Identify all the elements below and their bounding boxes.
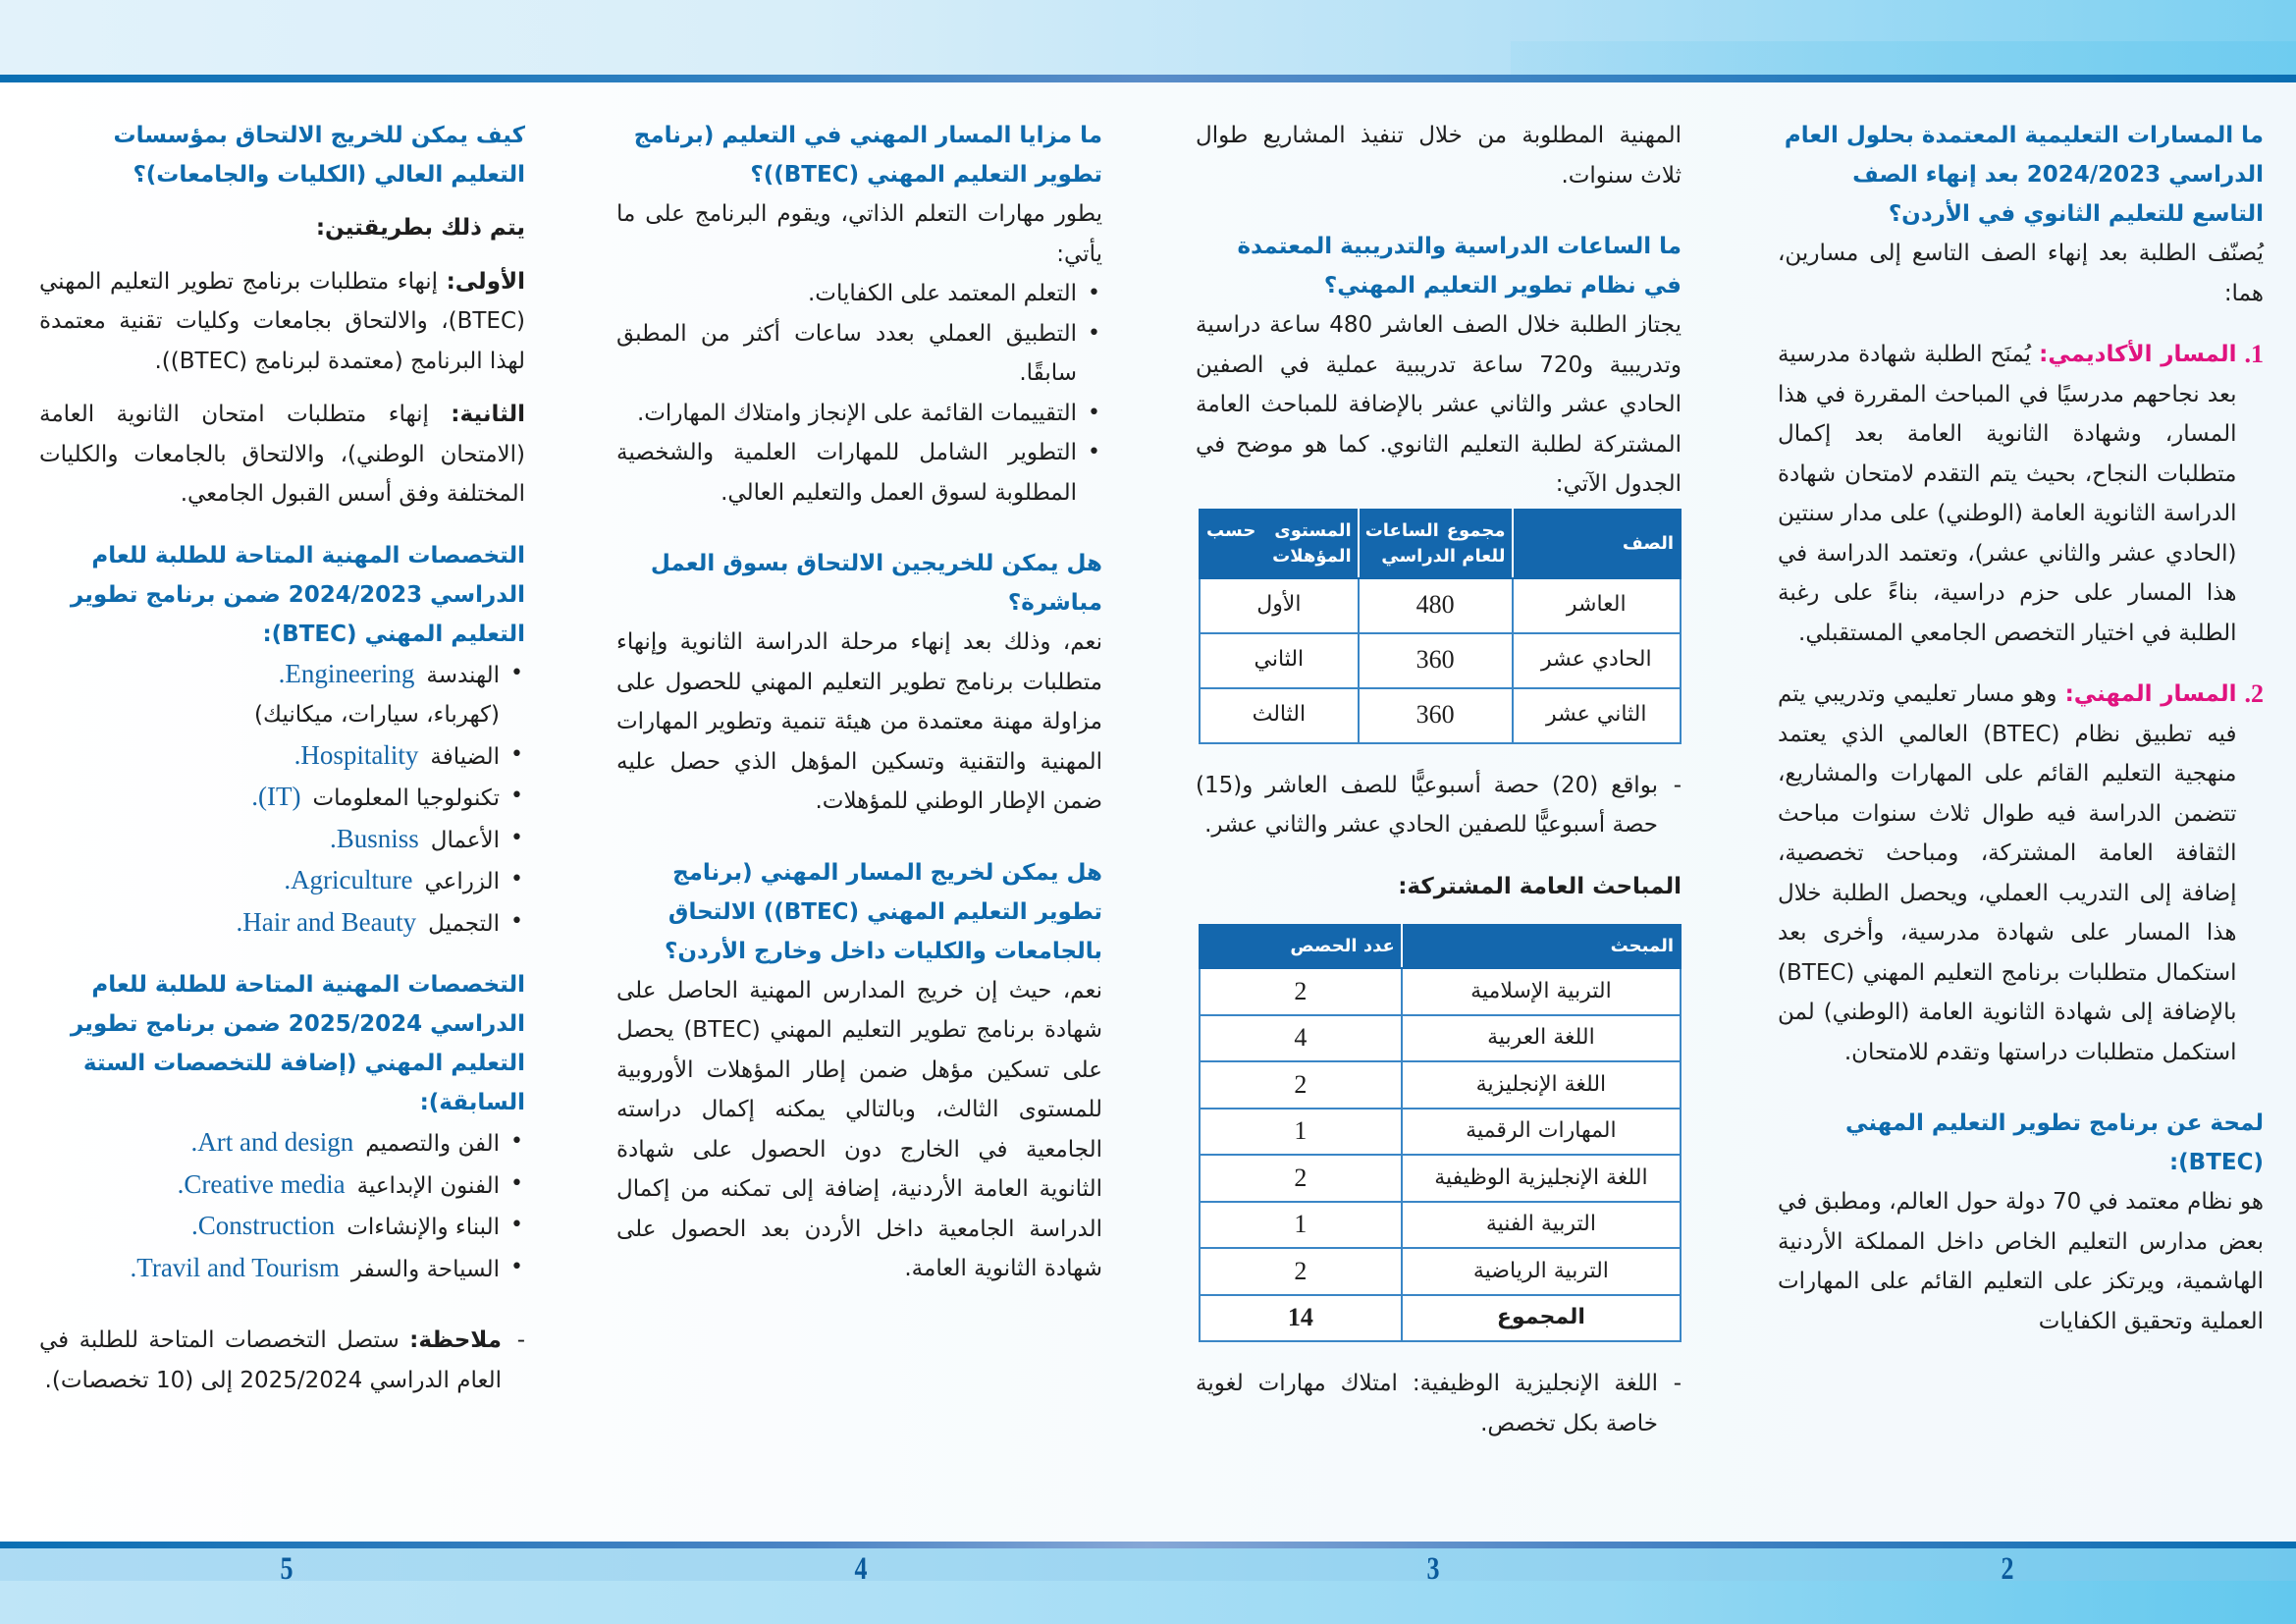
table-cell: 1 bbox=[1200, 1202, 1402, 1249]
table-cell: الأول bbox=[1200, 578, 1359, 633]
vocational-path-item bbox=[1778, 675, 2264, 1072]
btec-overview-text: هو نظام معتمد في 70 دولة حول العالم، ومطبق في بعض مدارس التعليم الخاص داخل المملكة الأردنية الهاشمية، ويرتكز على التعليم القائم على المهارات العملية وتحقيق الكفايات bbox=[1778, 1189, 2265, 1334]
vocational-path-number: 2. bbox=[2244, 679, 2264, 708]
spec-arabic: البناء والإنشاءات bbox=[347, 1215, 500, 1240]
advantages-intro: يطور مهارات التعلم الذاتي، ويقوم البرنامج على ما يأتي: bbox=[616, 201, 1102, 267]
two-ways-title: يتم ذلك بطريقتين: bbox=[315, 215, 525, 241]
table-row bbox=[1200, 1248, 1681, 1295]
table-cell: التربية الرياضية bbox=[1402, 1248, 1681, 1295]
spec-arabic: الفنون الإبداعية bbox=[356, 1172, 500, 1199]
table-row bbox=[1200, 578, 1681, 633]
spec-english: Agriculture. bbox=[284, 865, 413, 894]
footer-rule bbox=[0, 1542, 2296, 1548]
table-cell: التربية الفنية bbox=[1402, 1202, 1681, 1249]
table-cell: 4 bbox=[1200, 1015, 1402, 1062]
page-3-column bbox=[1196, 116, 1682, 1443]
spec-arabic: الهندسة bbox=[426, 662, 500, 688]
way-one-label: الأولى: bbox=[446, 268, 526, 295]
list-item bbox=[39, 1164, 525, 1207]
subjects-table-header-subject: المبحث bbox=[1402, 925, 1681, 968]
academic-path-label: المسار الأكاديمي: bbox=[2039, 342, 2237, 367]
heading-labor-market: هل يمكن للخريجين الالتحاق بسوق العمل مباشرة؟ bbox=[650, 551, 1102, 616]
spec-arabic: الأعمال bbox=[430, 827, 500, 853]
footer-band bbox=[0, 1548, 2296, 1624]
page-number-4: 4 bbox=[854, 1550, 868, 1587]
university-admission-answer: نعم، حيث إن خريج المدارس المهنية الحاصل على شهادة برنامج تطوير التعليم المهني (BTEC) يحصل على تسكين مؤهل ضمن إطار المؤهلات الأوروبية للمستوى الثالث، وبالتالي يمكنه إكمال دراسته الجامعية في الخارج دون الحصول على شهادة الثانوية العامة الأردنية، إضافة إلى تمكنه من إكمال الدراسة الجامعية داخل الأردن بعد الحصول على شهادة الثانوية العامة. bbox=[616, 977, 1102, 1281]
list-item bbox=[39, 860, 525, 902]
table-row bbox=[1200, 968, 1681, 1015]
spec-english: Hair and Beauty. bbox=[236, 906, 417, 937]
table-row bbox=[1200, 1061, 1681, 1109]
table-cell: المهارات الرقمية bbox=[1402, 1109, 1681, 1156]
page-number-2: 2 bbox=[2001, 1550, 2014, 1587]
table-cell: 2 bbox=[1200, 1155, 1402, 1202]
spec-arabic: الفن والتصميم bbox=[365, 1131, 500, 1157]
heading-education-paths: ما المسارات التعليمية المعتمدة بحلول العام الدراسي 2024/2023 بعد إنهاء الصف التاسع للتعليم الثانوي في الأردن؟ bbox=[1784, 123, 2264, 227]
spec-english: (IT). bbox=[251, 782, 301, 811]
table-cell: التربية الإسلامية bbox=[1402, 968, 1681, 1015]
spec-english: Creative media. bbox=[177, 1168, 346, 1199]
spec-english: Busniss. bbox=[329, 823, 419, 853]
table-cell: 2 bbox=[1200, 1061, 1402, 1109]
table-total-row bbox=[1200, 1295, 1681, 1342]
spec-arabic: السياحة والسفر bbox=[350, 1256, 500, 1282]
page-4-column bbox=[616, 116, 1102, 1289]
subjects-table bbox=[1199, 924, 1682, 1342]
subjects-table-header-periods: عدد الحصص bbox=[1200, 925, 1402, 968]
spec-english: Engineering. bbox=[278, 658, 415, 688]
table-row bbox=[1200, 1202, 1681, 1249]
page-number-3: 3 bbox=[1426, 1550, 1440, 1587]
academic-path-item bbox=[1778, 335, 2264, 653]
spec-subfields: (كهرباء، سيارات، ميكانيك) bbox=[254, 702, 500, 728]
heading-specializations-2024: التخصصات المهنية المتاحة للطلبة للعام الدراسي 2025/2024 ضمن برنامج تطوير التعليم المهني (إضافة للتخصصات الستة السابقة): bbox=[70, 972, 525, 1115]
hours-table-header-grade: الصف bbox=[1513, 510, 1682, 578]
note-text: ستصل التخصصات المتاحة للطلبة في العام الدراسي 2025/2024 إلى (10 تخصصات). bbox=[39, 1327, 502, 1393]
table-cell: 1 bbox=[1200, 1109, 1402, 1156]
btec-overview-continuation: المهنية المطلوبة من خلال تنفيذ المشاريع طوال ثلاث سنوات. bbox=[1196, 123, 1682, 189]
table-cell: 360 bbox=[1359, 633, 1513, 688]
weekly-periods-note: - بواقع (20) حصة أسبوعيًّا للصف العاشر و(15) حصة أسبوعيًّا للصفين الحادي عشر والثاني عشر. bbox=[1196, 766, 1682, 845]
advantages-list bbox=[616, 274, 1102, 513]
hours-table-header-hours: مجموع الساعات للعام الدراسي bbox=[1359, 510, 1513, 578]
heading-specializations-2023: التخصصات المهنية المتاحة للطلبة للعام الدراسي 2024/2023 ضمن برنامج تطوير التعليم المهني (BTEC): bbox=[70, 542, 525, 647]
list-item: • التقييمات القائمة على الإنجاز وامتلاك المهارات. bbox=[616, 394, 1102, 434]
table-cell: الحادي عشر bbox=[1513, 633, 1682, 688]
page-2-column bbox=[1778, 116, 2264, 1341]
specializations-2024-list bbox=[39, 1122, 525, 1289]
header-band bbox=[0, 0, 2296, 75]
page-number-5: 5 bbox=[280, 1550, 294, 1587]
spec-arabic: تكنولوجيا المعلومات bbox=[312, 785, 500, 811]
specializations-note bbox=[39, 1321, 525, 1400]
way-two-label: الثانية: bbox=[451, 402, 526, 427]
list-item: • التطبيق العملي بعدد ساعات أكثر من المطبق سابقًا. bbox=[616, 314, 1102, 394]
spec-english: Hospitality. bbox=[294, 739, 419, 770]
list-item bbox=[39, 735, 525, 778]
table-row bbox=[1200, 688, 1681, 743]
spec-arabic: التجميل bbox=[428, 910, 500, 937]
vocational-path-text: وهو مسار تعليمي وتدريبي يتم فيه تطبيق نظام (BTEC) العالمي الذي يعتمد منهجية التعليم القائم على المهارات والمشاريع، تتضمن الدراسة فيه طوال ثلاث سنوات مباحث الثقافة العامة المشتركة، ومباحث تخصصية، إضافة إلى التدريب العملي، ويحصل الطلبة خلال هذا المسار على شهادة مدرسية، وأخرى بعد استكمال متطلبات برنامج التعليم المهني (BTEC) بالإضافة إلى شهادة الثانوية العامة (الوطني) لمن استكمل متطلبات دراستها وتقدم للامتحان. bbox=[1778, 681, 2237, 1065]
common-subjects-title: المباحث العامة المشتركة: bbox=[1398, 873, 1682, 899]
note-label: ملاحظة: bbox=[409, 1327, 502, 1353]
table-cell: 360 bbox=[1359, 688, 1513, 743]
table-row bbox=[1200, 633, 1681, 688]
list-item bbox=[39, 654, 525, 735]
spec-english: Art and design. bbox=[190, 1127, 354, 1157]
list-item bbox=[39, 777, 525, 819]
way-two bbox=[39, 395, 525, 514]
list-item bbox=[39, 902, 525, 945]
spec-arabic: الضيافة bbox=[430, 743, 500, 770]
hours-table bbox=[1199, 509, 1682, 744]
table-cell: اللغة الإنجليزية الوظيفية bbox=[1402, 1155, 1681, 1202]
heading-vocational-advantages: ما مزايا المسار المهني في التعليم (برنامج تطوير التعليم المهني (BTEC))؟ bbox=[633, 123, 1102, 188]
list-item bbox=[39, 1206, 525, 1248]
list-item: • التعلم المعتمد على الكفايات. bbox=[616, 274, 1102, 314]
spec-arabic: الزراعي bbox=[424, 869, 500, 894]
vocational-path-label: المسار المهني: bbox=[2064, 681, 2237, 707]
table-cell: الثالث bbox=[1200, 688, 1359, 743]
heading-higher-education: كيف يمكن للخريج الالتحاق بمؤسسات التعليم العالي (الكليات والجامعات)؟ bbox=[113, 123, 525, 188]
table-row bbox=[1200, 1015, 1681, 1062]
way-one bbox=[39, 262, 525, 382]
list-item bbox=[39, 1122, 525, 1164]
table-row bbox=[1200, 1155, 1681, 1202]
academic-path-number: 1. bbox=[2244, 340, 2264, 368]
heading-btec-overview: لمحة عن برنامج تطوير التعليم المهني (BTEC): bbox=[1845, 1110, 2264, 1175]
table-cell: 2 bbox=[1200, 1248, 1402, 1295]
table-cell: الثاني عشر bbox=[1513, 688, 1682, 743]
table-cell: المجموع bbox=[1402, 1295, 1681, 1342]
academic-path-text: يُمنَح الطلبة شهادة مدرسية بعد نجاحهم مدرسيًا في المباحث المقررة في هذا المسار، وشهادة الثانوية العامة بعد إكمال متطلبات النجاح، بحيث يتم التقدم لامتحان شهادة الدراسة الثانوية العامة (الوطني) على مدار سنتين (الحادي عشر والثاني عشر)، وتعتمد الدراسة في هذا المسار على حزم دراسية، بناءً على رغبة الطلبة في اختيار التخصص الجامعي المستقبلي. bbox=[1778, 342, 2237, 646]
labor-market-answer: نعم، وذلك بعد إنهاء مرحلة الدراسة الثانوية وإنهاء متطلبات برنامج تطوير التعليم المهني للحصول على مزاولة مهنة معتمدة من هيئة تنمية وتطوير المهارات المهنية والتقنية وتسكين المؤهل الذي حصل عليه ضمن الإطار الوطني للمؤهلات. bbox=[616, 629, 1102, 814]
list-item: • التطوير الشامل للمهارات العلمية والشخصية المطلوبة لسوق العمل والتعليم العالي. bbox=[616, 433, 1102, 513]
heading-university-admission: هل يمكن لخريج المسار المهني (برنامج تطوير التعليم المهني (BTEC)) الالتحاق بالجامعات والكليات داخل وخارج الأردن؟ bbox=[665, 859, 1102, 964]
table-cell: 14 bbox=[1200, 1295, 1402, 1342]
heading-study-hours: ما الساعات الدراسية والتدريبية المعتمدة في نظام تطوير التعليم المهني؟ bbox=[1237, 234, 1682, 298]
table-cell: اللغة العربية bbox=[1402, 1015, 1681, 1062]
spec-english: Travil and Tourism. bbox=[130, 1252, 340, 1282]
page-5-column bbox=[39, 116, 525, 1400]
hours-table-header-level: المستوى حسب المؤهلات bbox=[1200, 510, 1359, 578]
way-two-text: إنهاء متطلبات امتحان الثانوية العامة (الامتحان الوطني)، والالتحاق بالجامعات والكليات المختلفة وفق أسس القبول الجامعي. bbox=[39, 402, 525, 507]
list-item bbox=[39, 1248, 525, 1290]
table-cell: 480 bbox=[1359, 578, 1513, 633]
paths-intro: يُصنّف الطلبة بعد إنهاء الصف التاسع إلى مسارين، هما: bbox=[1778, 241, 2264, 306]
table-cell: 2 bbox=[1200, 968, 1402, 1015]
table-cell: اللغة الإنجليزية bbox=[1402, 1061, 1681, 1109]
header-rule bbox=[0, 75, 2296, 82]
list-item bbox=[39, 819, 525, 861]
table-row bbox=[1200, 1109, 1681, 1156]
table-cell: الثاني bbox=[1200, 633, 1359, 688]
functional-english-note: - اللغة الإنجليزية الوظيفية: امتلاك مهارات لغوية خاصة بكل تخصص. bbox=[1196, 1364, 1682, 1443]
study-hours-text: يجتاز الطلبة خلال الصف العاشر 480 ساعة دراسية وتدريبية و720 ساعة تدريبية عملية في الصفين الحادي عشر والثاني عشر بالإضافة للمباحث العامة المشتركة لطلبة التعليم الثانوي. كما هو موضح في الجدول الآتي: bbox=[1196, 312, 1682, 497]
specializations-2023-list bbox=[39, 654, 525, 945]
way-one-text: إنهاء متطلبات برنامج تطوير التعليم المهني (BTEC)، والالتحاق بجامعات وكليات تقنية معتمدة لهذا البرنامج (معتمدة لبرنامج (BTEC)). bbox=[39, 268, 525, 374]
spec-english: Construction. bbox=[190, 1211, 336, 1240]
table-cell: العاشر bbox=[1513, 578, 1682, 633]
